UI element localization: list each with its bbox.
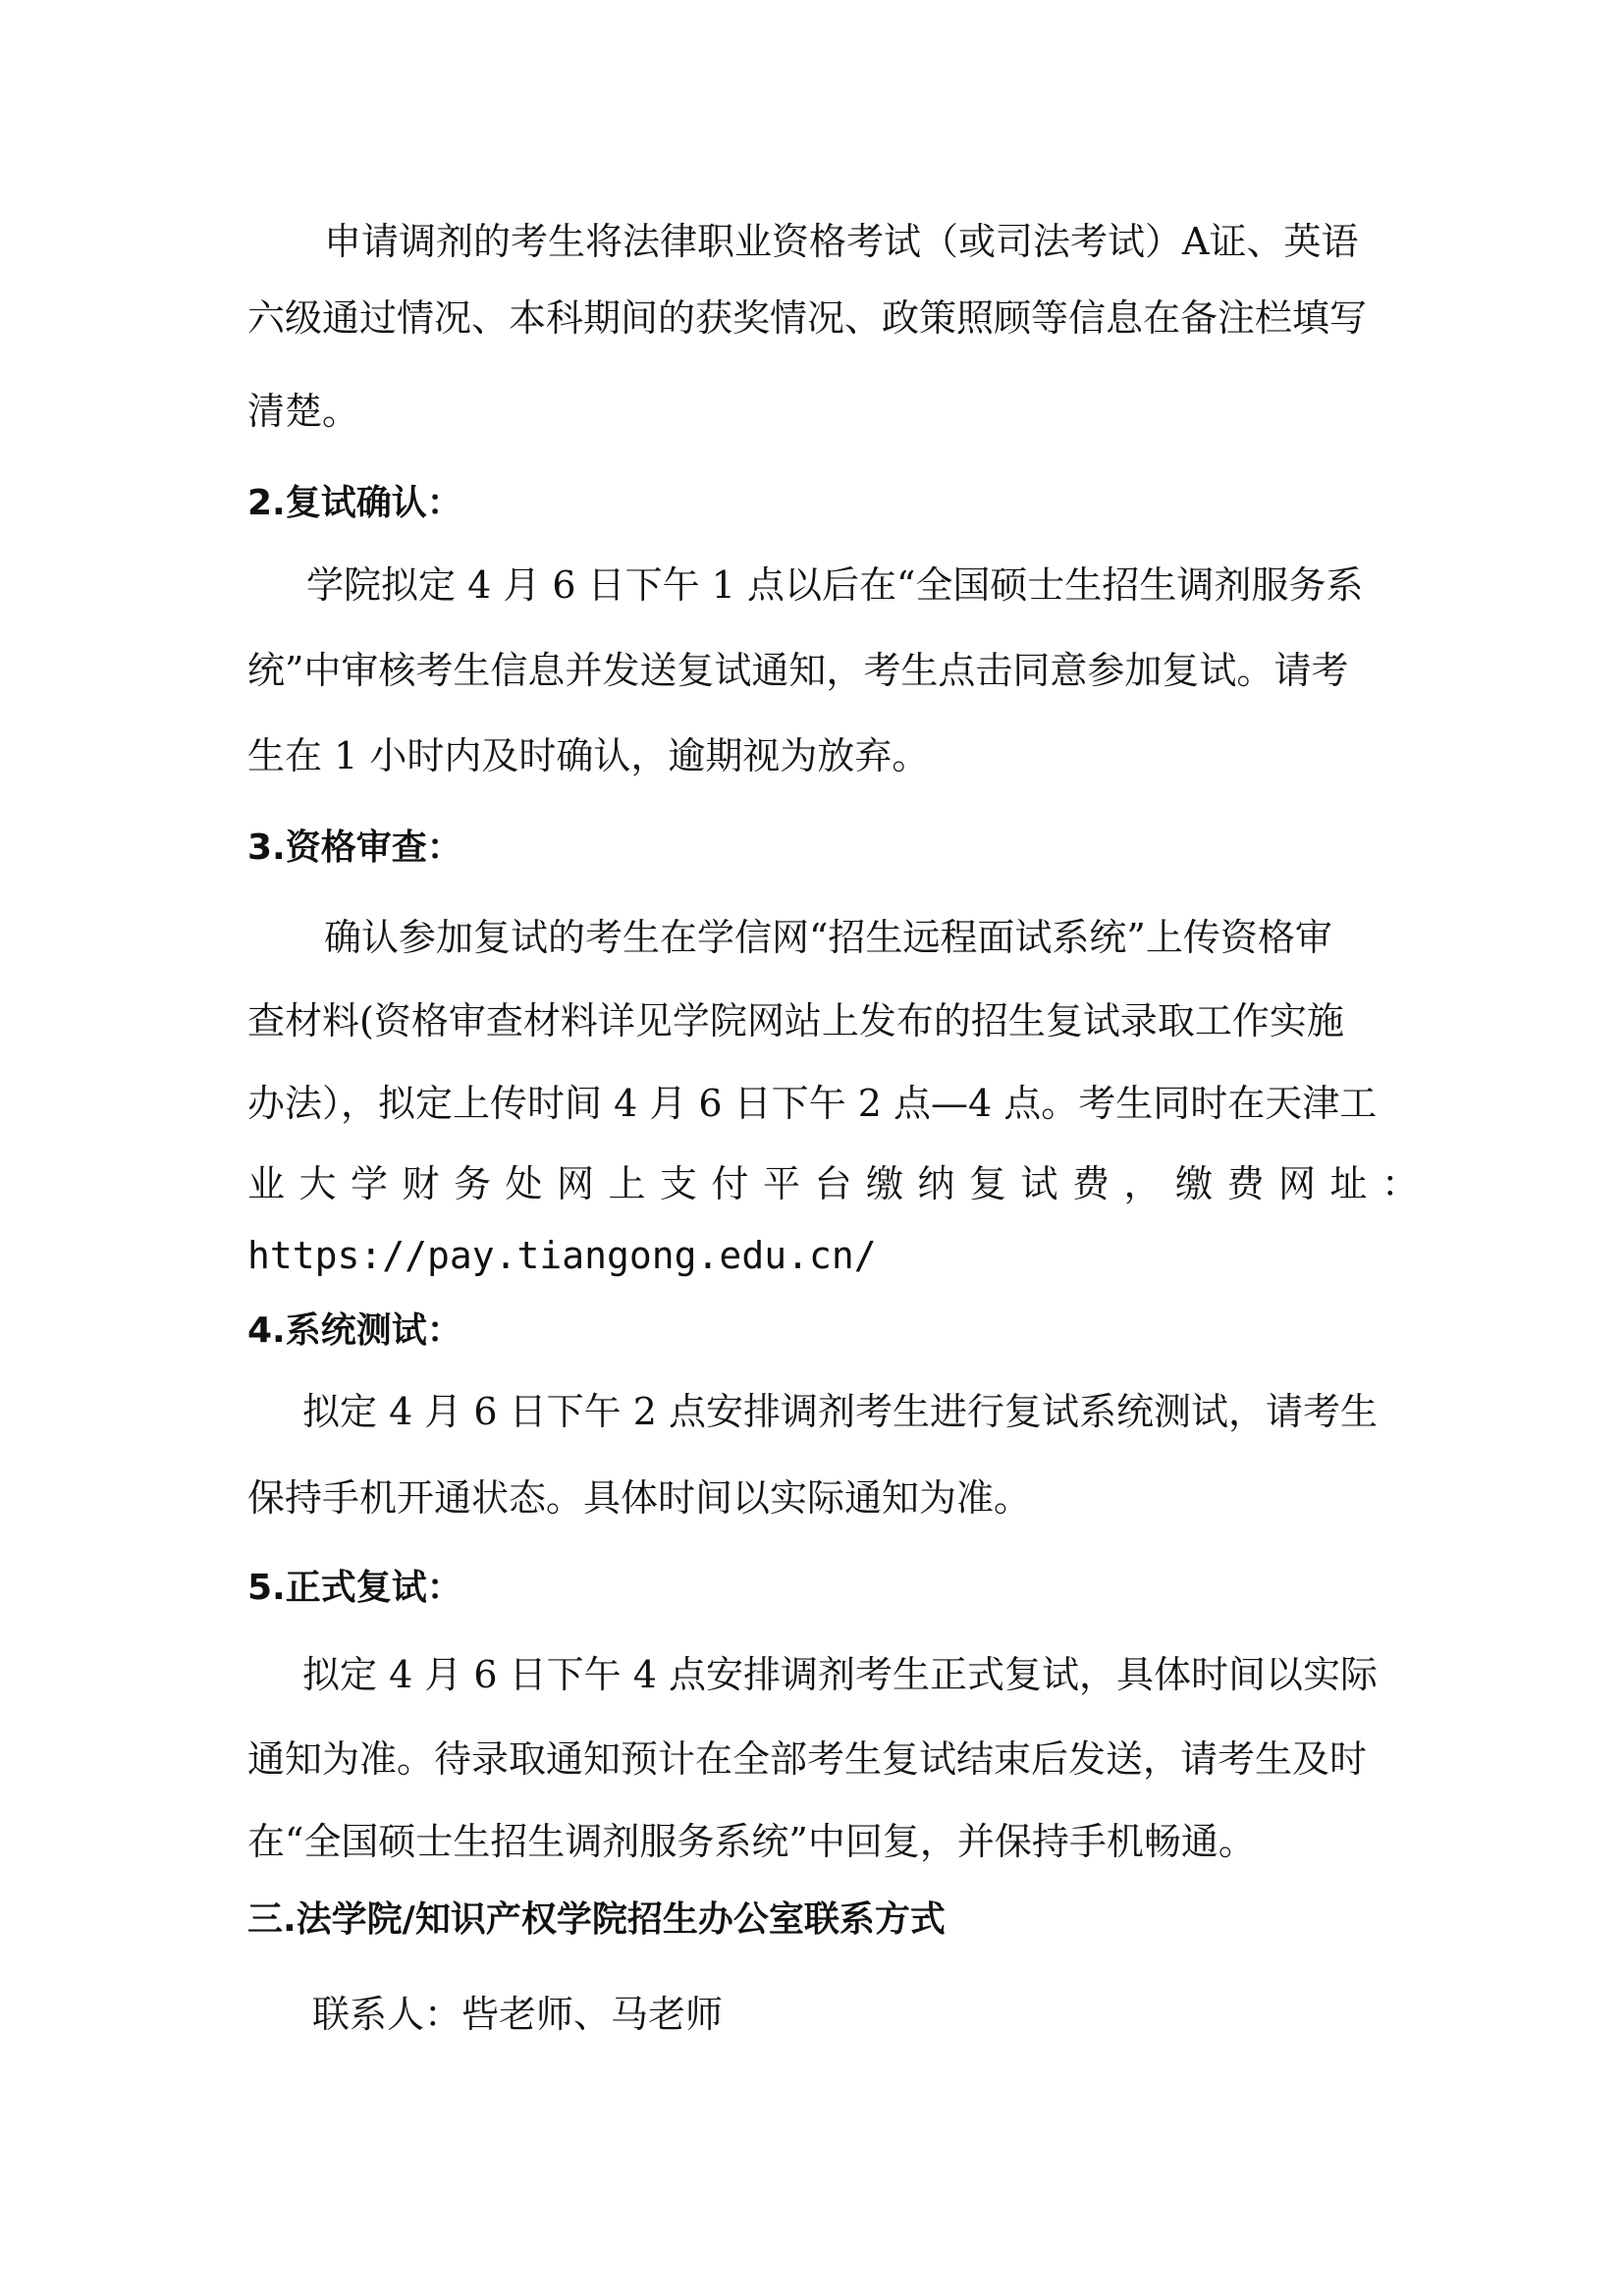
section-3-line-4-text: 业大学财务处网上支付平台缴纳复试费，缴费网址： xyxy=(247,1162,1434,1205)
section-5-line-2: 通知为准。待录取通知预计在全部考生复试结束后发送，请考生及时 xyxy=(247,1737,1368,1781)
contact-section-heading: 三.法学院/知识产权学院招生办公室联系方式 xyxy=(247,1899,946,1940)
section-4-line-2: 保持手机开通状态。具体时间以实际通知为准。 xyxy=(247,1476,1032,1520)
intro-line-3: 清楚。 xyxy=(247,390,360,433)
section-3-line-4 xyxy=(247,1158,1434,1209)
section-5-line-3: 在“全国硕士生招生调剂服务系统”中回复，并保持手机畅通。 xyxy=(247,1820,1256,1863)
section-2-line-2: 统”中审核考生信息并发送复试通知，考生点击同意参加复试。请考 xyxy=(247,649,1349,692)
section-3-line-2: 查材料(资格审查材料详见学院网站上发布的招生复试录取工作实施 xyxy=(247,999,1344,1042)
section-2-line-3: 生在 1 小时内及时确认，逾期视为放弃。 xyxy=(247,734,930,777)
section-5-line-1: 拟定 4 月 6 日下午 4 点安排调剂考生正式复试，具体时间以实际 xyxy=(302,1653,1379,1696)
intro-line-2: 六级通过情况、本科期间的获奖情况、政策照顾等信息在备注栏填写 xyxy=(247,296,1368,340)
section-4-line-1: 拟定 4 月 6 日下午 2 点安排调剂考生进行复试系统测试，请考生 xyxy=(302,1390,1379,1433)
intro-line-1: 申请调剂的考生将法律职业资格考试（或司法考试）A证、英语 xyxy=(324,220,1359,263)
section-2-heading: 2.复试确认： xyxy=(247,483,462,523)
section-4-heading: 4.系统测试： xyxy=(247,1310,462,1351)
section-5-heading: 5.正式复试： xyxy=(247,1568,462,1608)
section-3-line-1: 确认参加复试的考生在学信网“招生远程面试系统”上传资格审 xyxy=(324,916,1332,959)
contact-person-line: 联系人：呰老师、马老师 xyxy=(312,1993,724,2036)
payment-url: https://pay.tiangong.edu.cn/ xyxy=(247,1234,877,1277)
section-3-heading: 3.资格审查： xyxy=(247,828,462,868)
section-3-line-3: 办法），拟定上传时间 4 月 6 日下午 2 点—4 点。考生同时在天津工 xyxy=(247,1082,1378,1125)
section-2-line-1: 学院拟定 4 月 6 日下午 1 点以后在“全国硕士生招生调剂服务系 xyxy=(306,563,1364,607)
